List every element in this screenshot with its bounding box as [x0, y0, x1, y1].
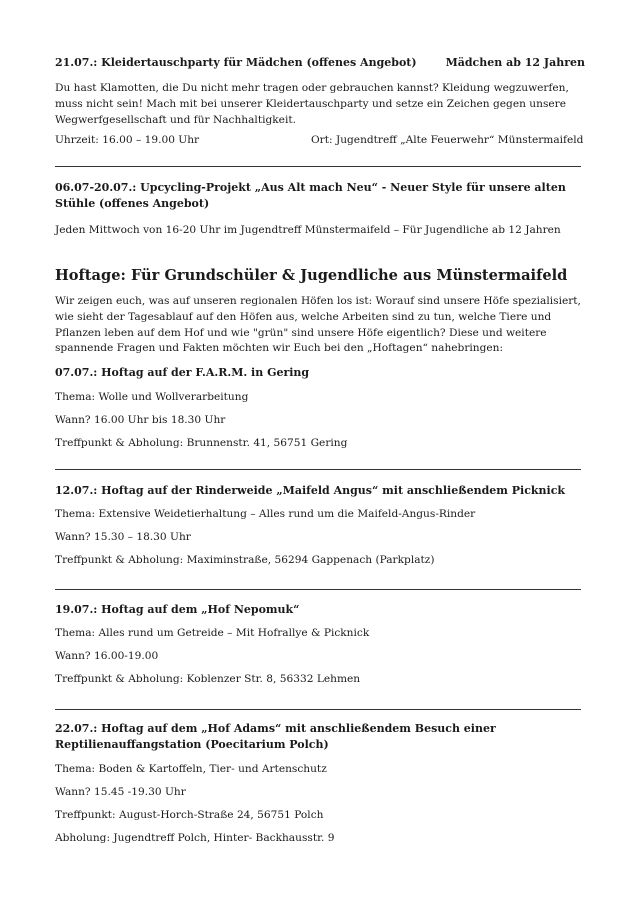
- hoftag-treffpunkt: Treffpunkt & Abholung: Maximinstraße, 56294 Gappenach (Parkplatz): [55, 554, 435, 566]
- divider: [55, 709, 581, 710]
- divider: [55, 166, 581, 167]
- event-description: Jeden Mittwoch von 16-20 Uhr im Jugendtreff Münstermaifeld – Für Jugendliche ab 12 Jahren: [55, 224, 561, 236]
- section-intro: Wir zeigen euch, was auf unseren regionalen Höfen los ist: Worauf sind unsere Höfe spezialisiert, wie sieht der Tagesablauf auf den Höfen aus, welche Arbeiten sind zu tun, welche Tiere und Pflanzen leben auf dem Hof und wie "grün" sind unsere Höfe eigentlich? Diese und weitere spannende Fragen und Fakten möchten wir Euch bei den „Hoftagen“ nahebringen:: [55, 295, 581, 355]
- hoftag-title: 22.07.: Hoftag auf dem „Hof Adams“ mit anschließendem Besuch einer Reptilienauffangstation (Poecitarium Polch): [55, 722, 496, 751]
- hoftag-item: [55, 721, 585, 846]
- event-title: 21.07.: Kleidertauschparty für Mädchen (offenes Angebot): [55, 56, 417, 69]
- hoftag-item: [55, 602, 585, 687]
- hoftag-wann: Wann? 16.00 Uhr bis 18.30 Uhr: [55, 414, 226, 426]
- hoftag-treffpunkt: Treffpunkt & Abholung: Koblenzer Str. 8, 56332 Lehmen: [55, 673, 361, 685]
- event-title: 06.07-20.07.: Upcycling-Projekt „Aus Alt mach Neu“ - Neuer Style für unsere alten Stühle (offenes Angebot): [55, 181, 566, 210]
- hoftag-thema: Thema: Extensive Weidetierhaltung – Alles rund um die Maifeld-Angus-Rinder: [55, 508, 476, 520]
- event-location: Ort: Jugendtreff „Alte Feuerwehr“ Münstermaifeld: [311, 134, 584, 147]
- hoftag-wann: Wann? 16.00-19.00: [55, 650, 159, 662]
- hoftag-treffpunkt: Treffpunkt & Abholung: Brunnenstr. 41, 56751 Gering: [55, 437, 348, 449]
- section-heading: Hoftage: Für Grundschüler & Jugendliche aus Münstermaifeld: [55, 267, 568, 284]
- event-audience: Mädchen ab 12 Jahren: [445, 56, 585, 69]
- hoftag-thema: Thema: Wolle und Wollverarbeitung: [55, 391, 249, 403]
- hoftag-title: 19.07.: Hoftag auf dem „Hof Nepomuk“: [55, 603, 300, 616]
- event-header: [55, 55, 585, 71]
- event-description: Du hast Klamotten, die Du nicht mehr tragen oder gebrauchen kannst? Kleidung wegzuwerfen, muss nicht sein! Mach mit bei unserer Kleidertauschparty und setze ein Zeichen gegen unsere Wegwerfgesellschaft und für Nachhaltigkeit.: [55, 82, 569, 126]
- hoftag-treffpunkt: Treffpunkt: August-Horch-Straße 24, 56751 Polch: [55, 809, 324, 821]
- hoftag-wann: Wann? 15.45 -19.30 Uhr: [55, 786, 186, 798]
- event-meta: [55, 132, 585, 148]
- hoftage-section: [55, 266, 585, 357]
- hoftag-title: 07.07.: Hoftag auf der F.A.R.M. in Gering: [55, 366, 310, 379]
- event-kleidertausch: [55, 55, 585, 148]
- divider: [55, 589, 581, 590]
- event-upcycling: [55, 180, 585, 238]
- event-time: Uhrzeit: 16.00 – 19.00 Uhr: [55, 134, 200, 147]
- hoftag-item: [55, 483, 585, 568]
- hoftag-wann: Wann? 15.30 – 18.30 Uhr: [55, 531, 191, 543]
- hoftag-title: 12.07.: Hoftag auf der Rinderweide „Maifeld Angus“ mit anschließendem Picknick: [55, 484, 566, 497]
- hoftag-item: [55, 365, 585, 451]
- hoftag-thema: Thema: Boden & Kartoffeln, Tier- und Artenschutz: [55, 763, 327, 775]
- divider: [55, 469, 581, 470]
- hoftag-abholung: Abholung: Jugendtreff Polch, Hinter- Backhausstr. 9: [55, 832, 335, 844]
- hoftag-thema: Thema: Alles rund um Getreide – Mit Hofrallye & Picknick: [55, 627, 370, 639]
